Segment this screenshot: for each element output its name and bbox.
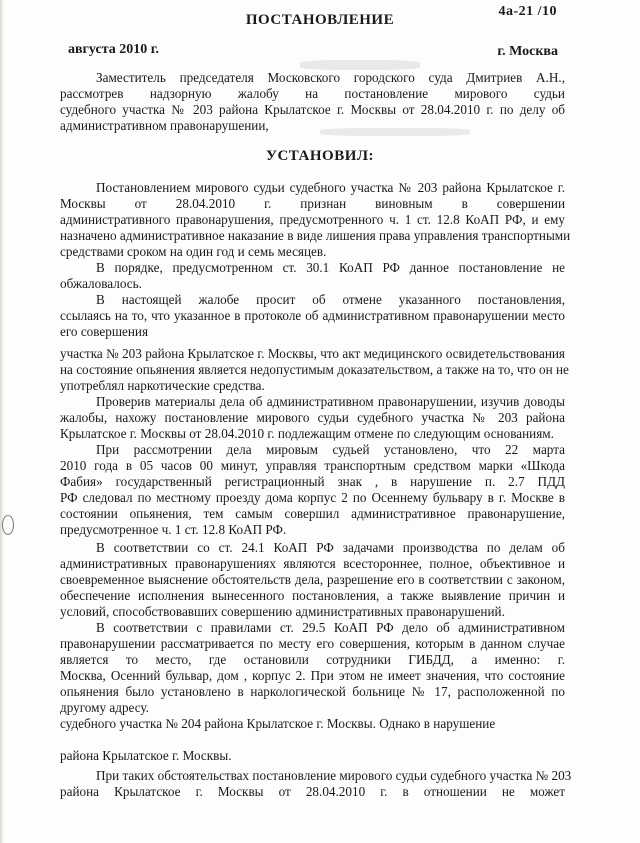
text-line: района Крылатское г. Москвы. — [60, 748, 232, 763]
text-line: административных правонарушениях являются всестороннее, полное, объективное и — [60, 556, 565, 571]
text-line: района Крылатское г. Москвы от 28.04.2010 г. в отношении не может — [60, 784, 565, 799]
scan-edge — [0, 0, 4, 843]
document-title: ПОСТАНОВЛЕНИЕ — [245, 12, 395, 28]
text-line: участка № 203 района Крылатское г. Москвы, что акт медицинского освидетельствования — [60, 346, 565, 361]
text-line: на состояние опьянения является недопустимым доказательством, а также на то, что он не — [60, 362, 569, 377]
punch-hole-mark — [2, 515, 14, 535]
text-line: опьянения было установлено в наркологической больнице № 17, расположенной по — [60, 684, 565, 699]
text-line: жалобы, нахожу постановление мирового судьи судебного участка № 203 района — [60, 410, 565, 425]
text-line: При таких обстоятельствах постановление мирового судьи судебного участка № 203 — [96, 768, 572, 783]
text-line: его совершения — [60, 324, 149, 339]
text-line: Постановлением мирового судьи судебного участка № 203 района Крылатское г. — [96, 180, 565, 195]
text-line: является то место, где остановили сотрудники ГИБДД, а именно: г. — [60, 652, 565, 667]
text-line: своевременное выяснение обстоятельств дела, разрешение его в соответствии с законом, — [60, 572, 565, 587]
text-line: средствами сроком на один год и семь месяцев. — [60, 244, 327, 259]
text-line: административного правонарушения, предусмотренного ч. 1 ст. 12.8 КоАП РФ, и ему — [60, 212, 565, 227]
text-line: условий, способствовавших совершению административных правонарушений. — [60, 604, 505, 619]
text-line: В настоящей жалобе просит об отмене указанного постановления, — [96, 292, 565, 307]
text-line: 2010 года в 05 часов 00 минут, управляя транспортным средством марки «Шкода — [60, 458, 565, 473]
text-line: предусмотренное ч. 1 ст. 12.8 КоАП РФ. — [60, 522, 287, 537]
text-line: В порядке, предусмотренном ст. 30.1 КоАП РФ данное постановление не — [96, 260, 565, 275]
scan-smudge — [300, 60, 420, 70]
document-date: августа 2010 г. — [68, 42, 160, 57]
text-line: назначено административное наказание в виде лишения права управления транспортными — [60, 228, 571, 243]
text-line: обеспечение исполнения вынесенного постановления, а также выявление причин и — [60, 588, 565, 603]
case-number: 4а-21 /10 — [498, 4, 557, 19]
text-line: употреблял наркотические средства. — [60, 378, 265, 393]
text-line: обжаловалось. — [60, 276, 142, 291]
text-line: Фабия» государственный регистрационный знак , в нарушение п. 2.7 ПДД — [60, 474, 565, 489]
text-line: РФ следовал по местному проезду дома корпус 2 по Осеннему бульвару в г. Москве в — [60, 490, 565, 505]
text-line: Крылатское г. Москвы от 28.04.2010 г. подлежащим отмене по следующим основаниям. — [60, 426, 554, 441]
text-line: В соответствии с правилами ст. 29.5 КоАП РФ дело об административном — [96, 620, 565, 635]
text-line: рассмотрев надзорную жалобу на постановление мирового судьи — [60, 86, 565, 101]
document-city: г. Москва — [497, 44, 558, 59]
text-line: другому адресу. — [60, 700, 149, 715]
text-line: состоянии опьянения, тем самым совершил административное правонарушение, — [60, 506, 565, 521]
text-line: При рассмотрении дела мировым судьей установлено, что 22 марта — [96, 442, 565, 457]
text-line: Москва, Осенний бульвар, дом , корпус 2. При этом не имеет значения, что состояние — [60, 668, 565, 683]
section-heading: УСТАНОВИЛ: — [265, 148, 375, 164]
text-line: Москвы от 28.04.2010 г. признан виновным в совершении — [60, 196, 565, 211]
text-line: судебного участка № 204 района Крылатское г. Москвы. Однако в нарушение — [60, 716, 496, 731]
text-line: правонарушении рассматривается по месту его совершения, которым в данном случае — [60, 636, 565, 651]
text-line: Проверив материалы дела об административном правонарушении, изучив доводы — [96, 394, 565, 409]
text-line: административном правонарушении, — [60, 118, 269, 133]
text-line: В соответствии со ст. 24.1 КоАП РФ задачами производства по делам об — [96, 540, 565, 555]
text-line: судебного участка № 203 района Крылатское г. Москвы от 28.04.2010 г. по делу об — [60, 102, 565, 117]
text-line: Заместитель председателя Московского городского суда Дмитриев А.Н., — [96, 70, 565, 85]
text-line: ссылаясь на то, что указанное в протоколе об административном правонарушении место — [60, 308, 565, 323]
